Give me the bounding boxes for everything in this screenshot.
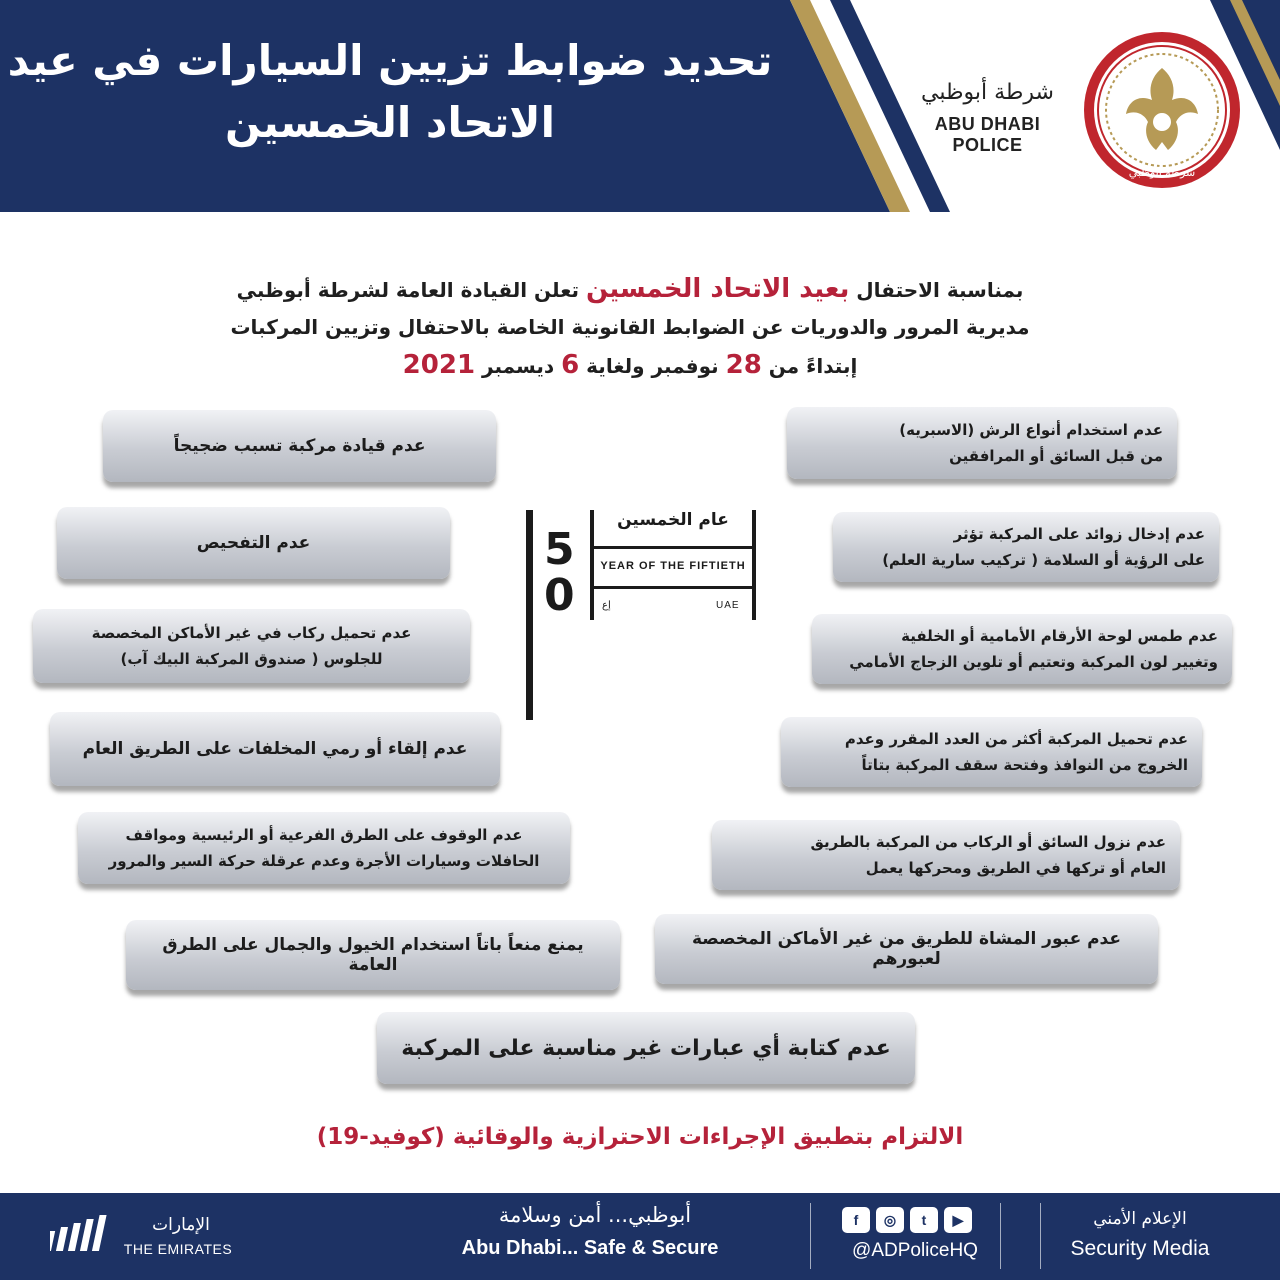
emirates-logo-icon <box>50 1213 120 1259</box>
rule-card-leaving-vehicle <box>712 820 1180 890</box>
logo-rule-top <box>590 546 756 549</box>
facebook-icon[interactable]: f <box>842 1207 870 1233</box>
social-icons <box>842 1207 972 1233</box>
rule-card-littering <box>50 712 500 786</box>
logo-bar <box>526 510 533 720</box>
rule-text: عدم التفحيص <box>196 533 311 553</box>
rule-card-overloading <box>781 717 1202 787</box>
title-line-1: تحديد ضوابط تزيين السيارات في عيد <box>7 36 773 85</box>
footer-divider <box>1040 1203 1041 1269</box>
rule-text: يمنع منعاً باتاً استخدام الخيول والجمال على الطرق العامة <box>162 935 584 975</box>
intro-l3-b: 28 <box>725 350 762 380</box>
rule-card-passengers <box>33 609 470 683</box>
rule-card-spray <box>787 407 1177 479</box>
rule-text: من قبل السائق أو المرافقين <box>949 447 1163 465</box>
intro-l1-a: بمناسبة الاحتفال <box>849 278 1024 302</box>
rule-text: للجلوس ( صندوق المركبة البيك آب) <box>120 650 383 668</box>
youtube-icon[interactable]: ▶ <box>944 1207 972 1233</box>
rule-card-horses-camels <box>126 920 620 990</box>
rule-card-accessories <box>833 512 1219 582</box>
social-handle[interactable]: @ADPoliceHQ <box>852 1240 978 1261</box>
slogan-en: Abu Dhabi... Safe & Secure <box>461 1237 719 1259</box>
emblem-ring-text: شرطة أبوظبي <box>1128 166 1196 179</box>
rule-text: على الرؤية أو السلامة ( تركيب سارية العلم) <box>882 551 1205 569</box>
rule-card-drifting <box>57 507 450 579</box>
rule-text: الحافلات وسيارات الأجرة وعدم عرقلة حركة السير والمرور <box>108 852 540 870</box>
intro-l1-c: تعلن القيادة العامة لشرطة أبوظبي <box>236 278 586 302</box>
intro-l3-f: 2021 <box>402 350 476 380</box>
logo-tag-ar: إع <box>602 600 611 611</box>
slogan-ar: أبوظبي... أمن وسلامة <box>498 1203 692 1227</box>
intro-line-2: مديرية المرور والدوريات عن الضوابط القانونية الخاصة بالاحتفال وتزيين المركبات <box>230 315 1030 339</box>
year-of-fiftieth-logo <box>526 510 766 720</box>
brand-name-en: ABU DHABI POLICE <box>934 114 1041 155</box>
logo-en-text: YEAR OF THE FIFTIETH <box>600 560 746 572</box>
instagram-icon[interactable]: ◎ <box>876 1207 904 1233</box>
page-title <box>0 30 780 154</box>
intro-l3-c: نوفمبر ولغاية <box>579 354 726 378</box>
security-media-ar: الإعلام الأمني <box>1093 1209 1187 1229</box>
rule-card-plates <box>812 614 1232 684</box>
brand-name-ar: شرطة أبوظبي <box>921 80 1054 105</box>
rule-text: عدم استخدام أنواع الرش (الاسبريه) <box>899 421 1163 439</box>
rule-text: عدم قيادة مركبة تسبب ضجيجاً <box>173 436 426 456</box>
police-emblem-icon <box>1082 30 1242 190</box>
rule-text: وتغيير لون المركبة وتعتيم أو تلوين الزجاج الأمامي <box>849 653 1218 671</box>
rule-card-pedestrians <box>655 914 1158 984</box>
rule-text: عدم إلقاء أو رمي المخلفات على الطريق العام <box>82 739 468 759</box>
logo-rule-bottom <box>590 586 756 589</box>
logo-frame-right <box>752 510 756 620</box>
rule-text: الخروج من النوافذ وفتحة سقف المركبة بتاتاً <box>861 756 1188 774</box>
emirates-en: THE EMIRATES <box>123 1241 233 1257</box>
rule-card-parking <box>78 812 570 884</box>
security-media-en: Security Media <box>1070 1237 1210 1260</box>
rule-card-inappropriate-phrases <box>377 1012 915 1084</box>
footer-divider <box>810 1203 811 1269</box>
rule-card-noise <box>103 410 496 482</box>
intro-l1-b: بعيد الاتحاد الخمسين <box>585 274 850 304</box>
logo-digit-0: 0 <box>544 570 575 621</box>
logo-digit-5: 5 <box>544 524 575 575</box>
intro-l3-d: 6 <box>561 350 580 380</box>
logo-frame-left <box>590 510 594 620</box>
twitter-icon[interactable]: t <box>910 1207 938 1233</box>
rule-text: عدم نزول السائق أو الركاب من المركبة بالطريق <box>810 833 1166 851</box>
intro-l3-e: ديسمبر <box>475 354 562 378</box>
rule-text: عدم إدخال زوائد على المركبة تؤثر <box>953 525 1205 543</box>
logo-tag-en: UAE <box>716 600 740 611</box>
header-banner <box>0 0 1280 212</box>
rule-text: عدم كتابة أي عبارات غير مناسبة على المركبة <box>401 1035 891 1061</box>
footer-divider <box>1000 1203 1001 1269</box>
rule-text: عدم عبور المشاة للطريق من غير الأماكن المخصصة لعبورهم <box>691 929 1121 969</box>
rule-text: العام أو تركها في الطريق ومحركها يعمل <box>865 859 1166 877</box>
intro-line-3 <box>180 346 1080 384</box>
title-line-2: الاتحاد الخمسين <box>225 98 555 147</box>
emirates-ar: الإمارات <box>152 1215 210 1235</box>
rule-text: عدم تحميل ركاب في غير الأماكن المخصصة <box>91 624 412 642</box>
intro-line-1 <box>180 270 1080 308</box>
rule-text: عدم الوقوف على الطرق الفرعية أو الرئيسية ومواقف <box>125 826 523 844</box>
rule-text: عدم طمس لوحة الأرقام الأمامية أو الخلفية <box>901 627 1218 645</box>
covid-notice: الالتزام بتطبيق الإجراءات الاحترازية والوقائية (كوفيد-19) <box>316 1124 964 1150</box>
intro-l3-a: إبتداءً من <box>761 354 858 378</box>
intro-text <box>180 270 1080 384</box>
rule-text: عدم تحميل المركبة أكثر من العدد المقرر وعدم <box>844 730 1188 748</box>
footer-bar <box>0 1193 1280 1280</box>
logo-ar-text: عام الخمسين <box>617 510 729 530</box>
